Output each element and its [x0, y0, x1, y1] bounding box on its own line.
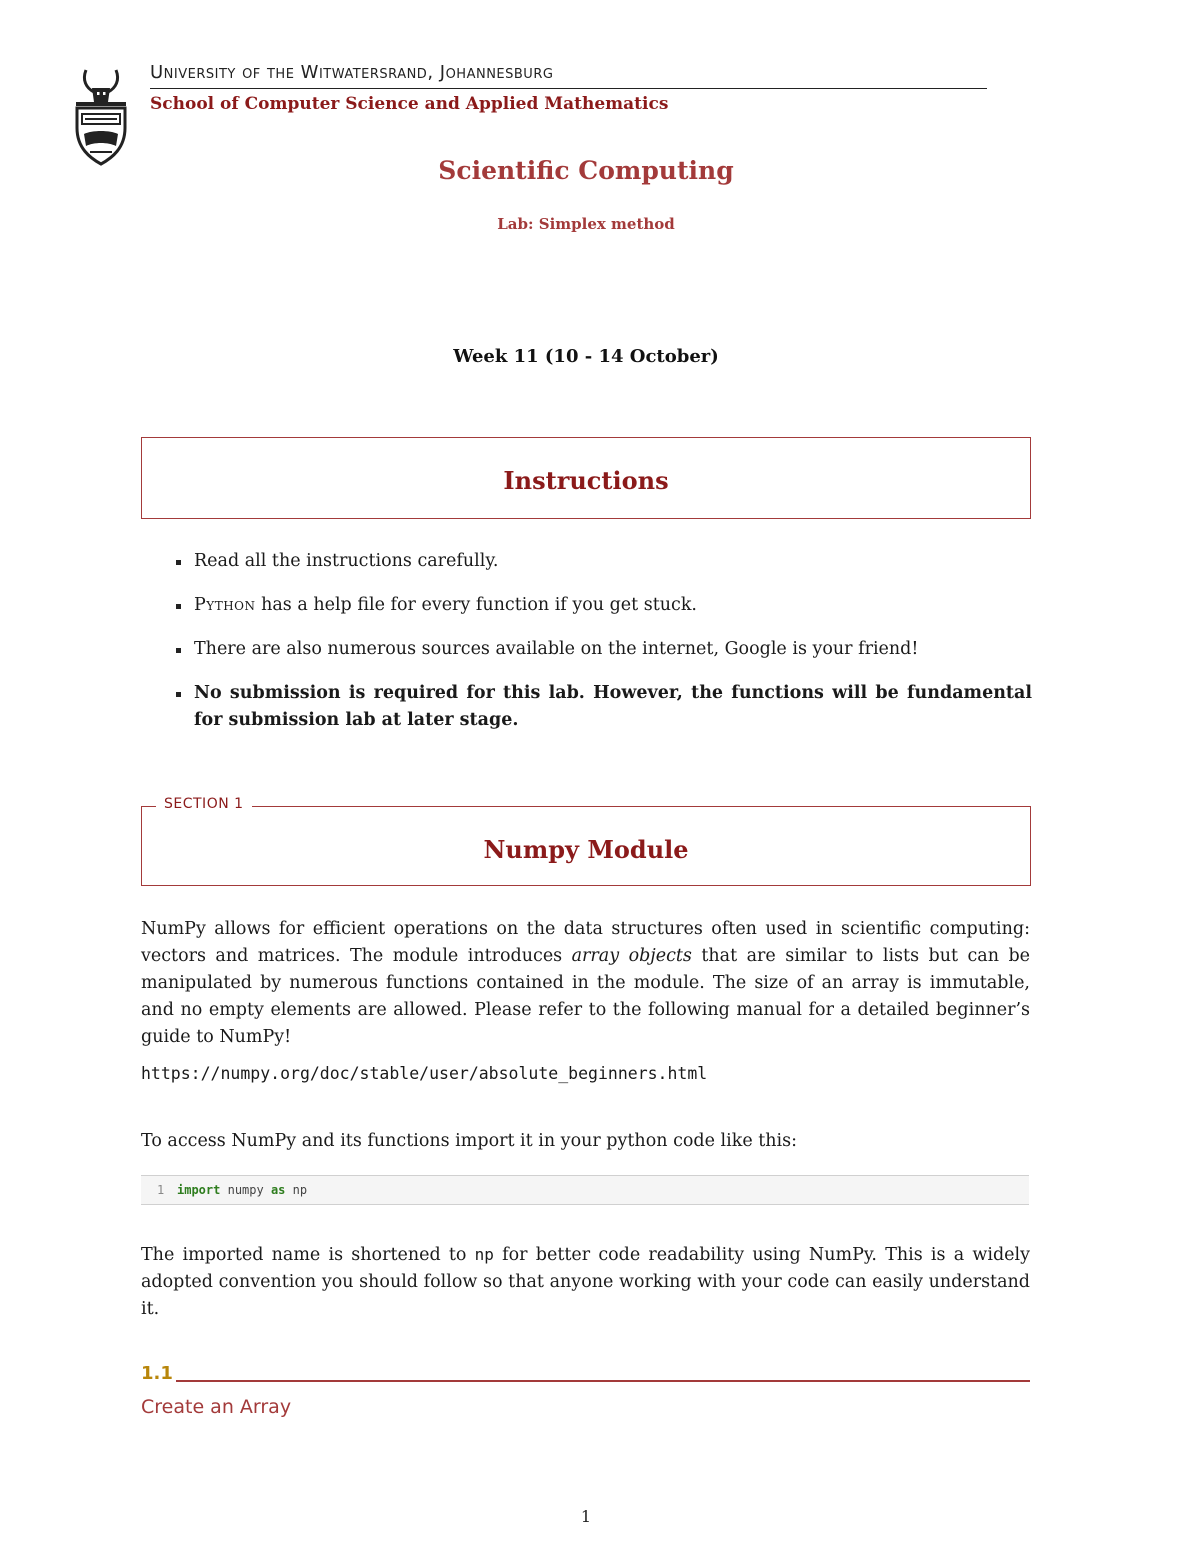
page-number: 1	[580, 1507, 592, 1526]
code-line	[177, 1183, 307, 1197]
instructions-list	[176, 548, 1032, 751]
inline-code: np	[474, 1245, 494, 1264]
import-instruction-paragraph: To access NumPy and its functions import it in your python code like this:	[141, 1131, 798, 1151]
section-heading: Numpy Module	[483, 835, 689, 864]
header-rule	[150, 88, 987, 89]
section-box	[141, 796, 1031, 886]
instruction-text: No submission is required for this lab. However, the functions will be fundamental for submission lab at later stage.	[194, 683, 1032, 730]
code-keyword: import	[177, 1183, 221, 1197]
subsection-rule	[176, 1380, 1030, 1382]
instruction-item	[176, 636, 1032, 663]
code-token: np	[292, 1183, 308, 1197]
emphasis-text: array objects	[571, 946, 692, 966]
document-subtitle: Lab: Simplex method	[497, 215, 675, 233]
instruction-item	[176, 680, 1032, 734]
code-token: numpy	[227, 1183, 264, 1197]
code-keyword: as	[270, 1183, 286, 1197]
subsection-number: 1.1	[141, 1363, 173, 1384]
instruction-text: has a help file for every function if you get stuck.	[261, 595, 697, 615]
university-crest-logo	[72, 66, 130, 166]
document-title: Scientific Computing	[438, 156, 734, 185]
bullet-icon	[176, 560, 181, 565]
instructions-heading: Instructions	[503, 466, 669, 495]
paragraph-text: for better code readability using NumPy. This is a widely adopted convention you should follow so that anyone working with your code can easily understand it.	[141, 1245, 1030, 1319]
paragraph-text: that are similar to lists but can be manipulated by numerous functions contained in the module. The size of an array is immutable, and no empty elements are allowed. Please refer to the following manual for a detailed beginner’s guide to NumPy!	[141, 946, 1030, 1047]
paragraph-text: The imported name is shortened to	[141, 1245, 475, 1265]
instruction-item	[176, 548, 1032, 575]
bullet-icon	[176, 648, 181, 653]
bullet-icon	[176, 604, 181, 609]
python-label: Python	[194, 595, 256, 615]
bullet-icon	[176, 692, 181, 697]
paragraph-text: NumPy allows for efficient operations on the data structures often used in scientific computing: vectors and matrices. The module introduces	[141, 919, 1030, 966]
subsection-title: Create an Array	[141, 1396, 292, 1418]
section-tag: SECTION 1	[156, 796, 252, 812]
instructions-box	[141, 437, 1031, 519]
code-block	[141, 1175, 1029, 1205]
instruction-text: There are also numerous sources available on the internet, Google is your friend!	[194, 639, 919, 659]
convention-paragraph	[141, 1241, 1030, 1323]
week-label: Week 11 (10 - 14 October)	[453, 346, 719, 367]
school-name: School of Computer Science and Applied Mathematics	[150, 94, 669, 114]
numpy-intro-paragraph	[141, 916, 1030, 1051]
university-name: University of the Witwatersrand, Johannesburg	[150, 62, 554, 83]
instruction-item	[176, 592, 1032, 619]
line-number: 1	[157, 1183, 165, 1197]
manual-url[interactable]: https://numpy.org/doc/stable/user/absolute_beginners.html	[141, 1064, 708, 1083]
instruction-text: Read all the instructions carefully.	[194, 551, 499, 571]
